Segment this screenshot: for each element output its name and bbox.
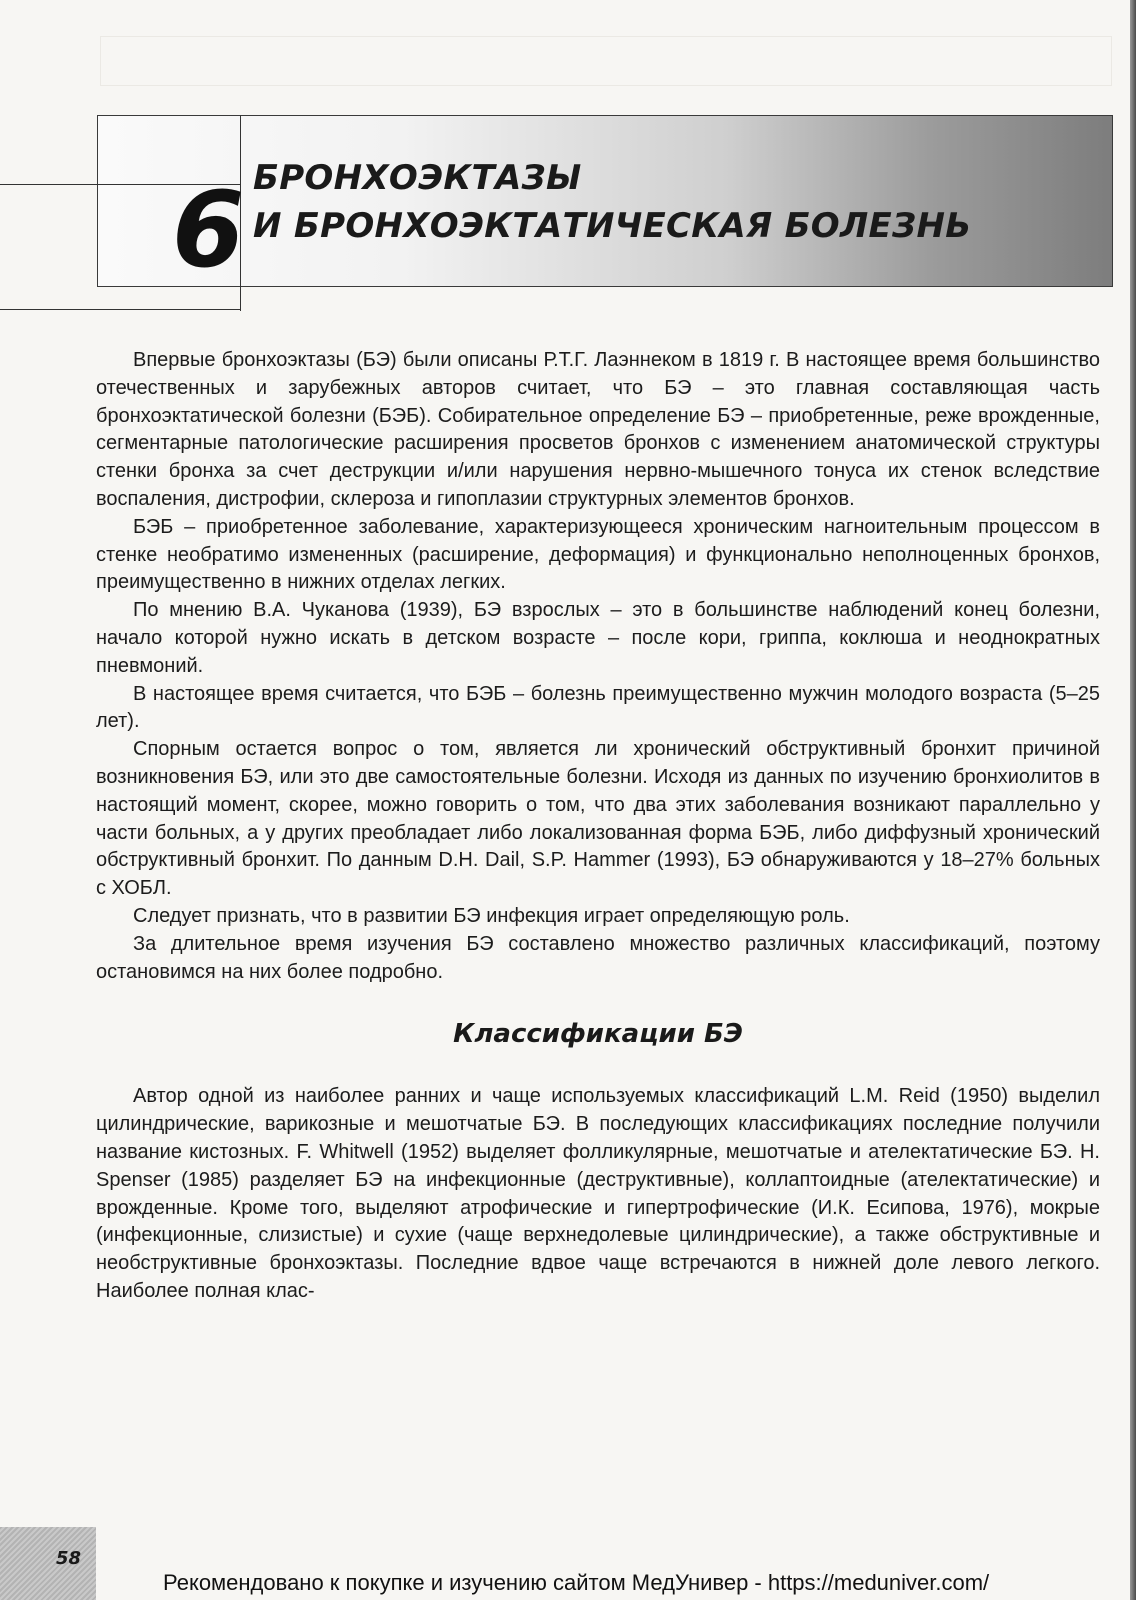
chapter-title-line-1: БРОНХОЭКТАЗЫ: [253, 158, 582, 198]
page-edge-shadow: [1130, 0, 1136, 1600]
paragraph: За длительное время изучения БЭ составлено множество различных классификаций, поэтому остановимся на них более подробно.: [96, 932, 1100, 983]
chapter-number: 6: [172, 169, 245, 291]
paragraph: По мнению В.А. Чуканова (1939), БЭ взрослых – это в большинстве наблюдений конец болезни, начало которой нужно искать в детском возрасте – после кори, гриппа, коклюша и неоднократных пневмоний.: [96, 599, 1100, 677]
paragraph: Впервые бронхоэктазы (БЭ) были описаны Р.Т.Г. Лаэннеком в 1819 г. В настоящее время большинство отечественных и зарубежных авторов считает, что БЭ – это главная составляющая часть бронхоэктатической болезни (БЭБ). Собирательное определение БЭ – приобретенные, реже врожденные, сегментарные патологические расширения просветов бронхов с изменением анатомической структуры стенки бронха за счет деструкции и/или нарушения нервно-мышечного тонуса их стенок вследствие воспаления, дистрофии, склероза и гипоплазии структурных элементов бронхов.: [96, 349, 1100, 510]
paragraph: Спорным остается вопрос о том, является ли хронический обструктивный бронхит причиной возникновения БЭ, или это две самостоятельные болезни. Исходя из данных по изучению бронхиолитов в настоящий момент, скорее, можно говорить о том, что два этих заболевания возникают параллельно у части больных, а у других преобладает либо локализованная форма БЭБ, либо диффузный хронический обструктивный бронхит. По данным D.H. Dail, S.P. Hammer (1993), БЭ обнаруживаются у 18–27% больных с ХОБЛ.: [96, 738, 1100, 900]
section-paragraph: Автор одной из наиболее ранних и чаще используемых классификаций L.M. Reid (1950) выделил цилиндрические, варикозные и мешотчатые БЭ. В последующих классификациях последние получили название кистозных. F. Whitwell (1952) выделяет фолликулярные, мешотчатые и ателектатические БЭ. H. Spenser (1985) разделяет БЭ на инфекционные (деструктивные), коллаптоидные (ателектатические) и врожденные. Кроме того, выделяют атрофические и гипертрофические (И.К. Есипова, 1976), мокрые (инфекционные, слизистые) и сухие (чаще верхнедолевые цилиндрические), а также обструктивные и необструктивные бронхоэктазы. Последние вдвое чаще встречаются в нижней доле левого легкого. Наиболее полная клас-: [96, 1085, 1100, 1302]
page-number: 58: [56, 1548, 82, 1569]
section-title: Классификации БЭ: [453, 1019, 743, 1050]
bleed-through-frame: [100, 36, 1112, 86]
chapter-title: [253, 154, 971, 250]
paragraph: В настоящее время считается, что БЭБ – болезнь преимущественно мужчин молодого возраста (5–25 лет).: [96, 682, 1100, 733]
header-rule-bottom: [0, 309, 240, 310]
chapter-title-line-2: И БРОНХОЭКТАТИЧЕСКАЯ БОЛЕЗНЬ: [253, 206, 972, 246]
page-number-box: [0, 1527, 96, 1600]
footer-recommendation: Рекомендовано к покупке и изучению сайтом МедУнивер - https://meduniver.com/: [163, 1570, 990, 1595]
paragraph: БЭБ – приобретенное заболевание, характеризующееся хроническим нагноительным процессом в стенке необратимо измененных (расширение, деформация) и функционально неполноценных бронхов, преимущественно в нижних отделах легких.: [96, 515, 1100, 594]
paragraph: Следует признать, что в развитии БЭ инфекция играет определяющую роль.: [133, 904, 850, 927]
body-text: [96, 347, 1100, 1306]
